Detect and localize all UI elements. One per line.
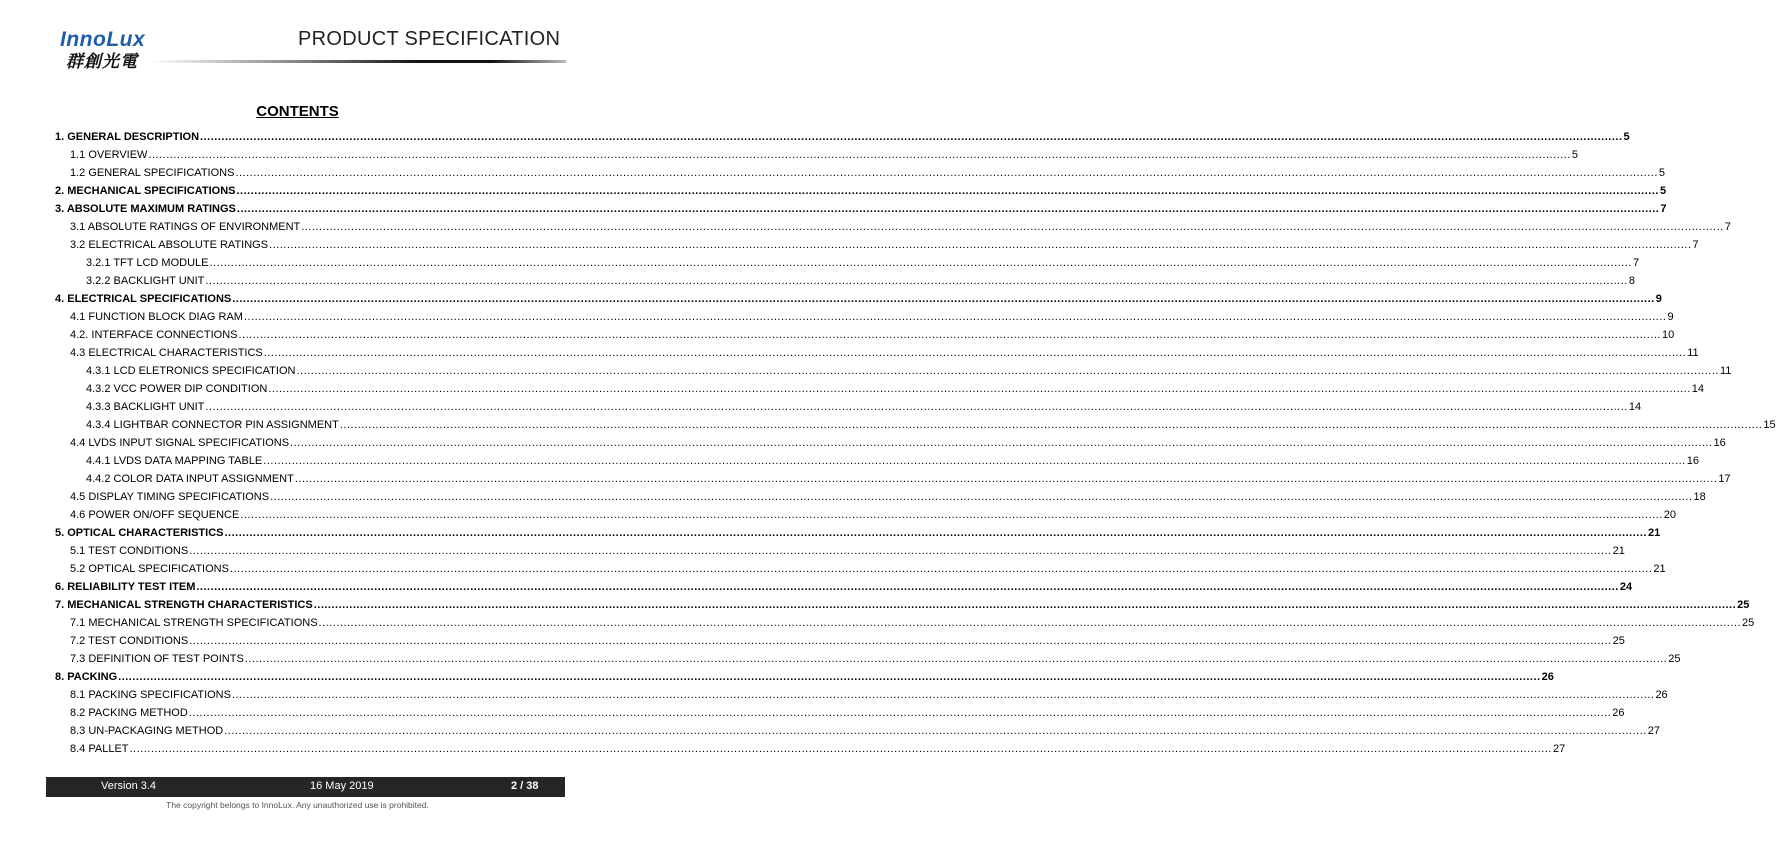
- toc-dot-leader: ................................................................................................................................................................................................................................................................................................................................................................................................................: [296, 365, 1719, 377]
- toc-entry[interactable]: [55, 509, 1677, 527]
- toc-entry-page: 5: [1623, 131, 1630, 143]
- toc-entry-page: 16: [1713, 437, 1726, 449]
- toc-entry[interactable]: [55, 131, 1630, 149]
- toc-dot-leader: ................................................................................................................................................................................................................................................................................................................................................................................................................: [118, 671, 1541, 683]
- toc-entry-page: 7: [1692, 239, 1699, 251]
- toc-entry-label: 1. GENERAL DESCRIPTION: [55, 131, 200, 143]
- toc-entry[interactable]: [55, 743, 1566, 761]
- toc-entry-label: 8. PACKING: [55, 671, 118, 683]
- toc-dot-leader: ................................................................................................................................................................................................................................................................................................................................................................................................................: [236, 203, 1660, 215]
- contents-heading: CONTENTS: [256, 103, 339, 120]
- toc-dot-leader: ................................................................................................................................................................................................................................................................................................................................................................................................................: [294, 473, 1718, 485]
- toc-entry-label: 7. MECHANICAL STRENGTH CHARACTERISTICS: [55, 599, 313, 611]
- toc-entry[interactable]: [55, 401, 1642, 419]
- toc-entry-page: 17: [1718, 473, 1731, 485]
- footer-bar: [46, 777, 565, 797]
- toc-entry-page: 14: [1628, 401, 1642, 413]
- toc-entry-page: 5: [1658, 167, 1666, 179]
- toc-dot-leader: ................................................................................................................................................................................................................................................................................................................................................................................................................: [301, 221, 1724, 233]
- toc-entry-label: 5.2 OPTICAL SPECIFICATIONS: [70, 563, 229, 575]
- toc-entry-label: 3. ABSOLUTE MAXIMUM RATINGS: [55, 203, 236, 215]
- toc-dot-leader: ................................................................................................................................................................................................................................................................................................................................................................................................................: [263, 347, 1687, 359]
- toc-entry-label: 4.4.2 COLOR DATA INPUT ASSIGNMENT: [86, 473, 294, 485]
- toc-entry[interactable]: [55, 275, 1635, 293]
- toc-entry[interactable]: [55, 491, 1706, 509]
- toc-entry[interactable]: [55, 473, 1731, 491]
- toc-entry-label: 4.1 FUNCTION BLOCK DIAG RAM: [70, 311, 243, 323]
- toc-entry[interactable]: [55, 239, 1699, 257]
- toc-entry[interactable]: [55, 527, 1661, 545]
- toc-dot-leader: ................................................................................................................................................................................................................................................................................................................................................................................................................: [129, 743, 1552, 755]
- logo-wordmark: InnoLux: [60, 28, 146, 51]
- toc-dot-leader: ................................................................................................................................................................................................................................................................................................................................................................................................................: [270, 491, 1693, 503]
- toc-entry-label: 2. MECHANICAL SPECIFICATIONS: [55, 185, 236, 197]
- toc-entry[interactable]: [55, 599, 1750, 617]
- toc-entry[interactable]: [55, 635, 1625, 653]
- toc-entry-page: 8: [1628, 275, 1635, 287]
- toc-entry-label: 5. OPTICAL CHARACTERISTICS: [55, 527, 224, 539]
- toc-entry-label: 3.2.1 TFT LCD MODULE: [86, 257, 209, 269]
- toc-entry-label: 4.3.2 VCC POWER DIP CONDITION: [86, 383, 268, 395]
- toc-dot-leader: ................................................................................................................................................................................................................................................................................................................................................................................................................: [313, 599, 1737, 611]
- toc-entry-page: 27: [1552, 743, 1566, 755]
- toc-entry-label: 4.2. INTERFACE CONNECTIONS: [70, 329, 238, 341]
- toc-entry[interactable]: [55, 563, 1666, 581]
- toc-entry-label: 8.2 PACKING METHOD: [70, 707, 188, 719]
- toc-entry-page: 25: [1737, 599, 1750, 611]
- toc-entry-page: 26: [1612, 707, 1625, 719]
- toc-dot-leader: ................................................................................................................................................................................................................................................................................................................................................................................................................: [290, 437, 1713, 449]
- toc-dot-leader: ................................................................................................................................................................................................................................................................................................................................................................................................................: [240, 509, 1663, 521]
- toc-entry-page: 26: [1655, 689, 1668, 701]
- innolux-logo: [60, 28, 160, 72]
- toc-entry[interactable]: [55, 185, 1667, 203]
- toc-entry[interactable]: [55, 293, 1662, 311]
- toc-entry-label: 4.4.1 LVDS DATA MAPPING TABLE: [86, 455, 263, 467]
- toc-entry-page: 9: [1655, 293, 1662, 305]
- toc-entry-page: 21: [1653, 563, 1666, 575]
- header-divider: [150, 60, 566, 63]
- toc-entry-page: 21: [1647, 527, 1661, 539]
- toc-entry-page: 10: [1661, 329, 1675, 341]
- toc-entry-label: 3.2 ELECTRICAL ABSOLUTE RATINGS: [70, 239, 269, 251]
- toc-entry-page: 20: [1663, 509, 1677, 521]
- toc-entry-page: 27: [1647, 725, 1660, 737]
- toc-entry-label: 4.3 ELECTRICAL CHARACTERISTICS: [70, 347, 263, 359]
- toc-dot-leader: ................................................................................................................................................................................................................................................................................................................................................................................................................: [205, 275, 1628, 287]
- toc-entry-label: 8.4 PALLET: [70, 743, 129, 755]
- toc-entry[interactable]: [55, 689, 1668, 707]
- toc-entry[interactable]: [55, 149, 1579, 167]
- toc-entry[interactable]: [55, 437, 1726, 455]
- toc-entry-label: 7.3 DEFINITION OF TEST POINTS: [70, 653, 244, 665]
- toc-dot-leader: ................................................................................................................................................................................................................................................................................................................................................................................................................: [148, 149, 1571, 161]
- toc-entry[interactable]: [55, 257, 1640, 275]
- toc-dot-leader: ................................................................................................................................................................................................................................................................................................................................................................................................................: [268, 383, 1691, 395]
- toc-entry-label: 7.2 TEST CONDITIONS: [70, 635, 189, 647]
- toc-entry[interactable]: [55, 707, 1625, 725]
- toc-entry-page: 5: [1659, 185, 1667, 197]
- toc-entry-page: 7: [1724, 221, 1731, 233]
- toc-entry-label: 4.3.4 LIGHTBAR CONNECTOR PIN ASSIGNMENT: [86, 419, 339, 431]
- toc-dot-leader: ................................................................................................................................................................................................................................................................................................................................................................................................................: [243, 311, 1667, 323]
- toc-entry-page: 24: [1619, 581, 1633, 593]
- toc-dot-leader: ................................................................................................................................................................................................................................................................................................................................................................................................................: [224, 725, 1647, 737]
- toc-entry[interactable]: [55, 221, 1731, 239]
- toc-entry[interactable]: [55, 365, 1732, 383]
- toc-entry[interactable]: [55, 167, 1666, 185]
- toc-dot-leader: ................................................................................................................................................................................................................................................................................................................................................................................................................: [196, 581, 1619, 593]
- toc-entry-label: 5.1 TEST CONDITIONS: [70, 545, 189, 557]
- toc-dot-leader: ................................................................................................................................................................................................................................................................................................................................................................................................................: [318, 617, 1742, 629]
- toc-dot-leader: ................................................................................................................................................................................................................................................................................................................................................................................................................: [232, 293, 1655, 305]
- toc-entry-label: 1.1 OVERVIEW: [70, 149, 148, 161]
- toc-entry-page: 25: [1612, 635, 1625, 647]
- toc-entry[interactable]: [55, 617, 1755, 635]
- toc-dot-leader: ................................................................................................................................................................................................................................................................................................................................................................................................................: [236, 185, 1659, 197]
- toc-entry-page: 26: [1541, 671, 1554, 683]
- toc-dot-leader: ................................................................................................................................................................................................................................................................................................................................................................................................................: [188, 707, 1612, 719]
- toc-dot-leader: ................................................................................................................................................................................................................................................................................................................................................................................................................: [231, 689, 1655, 701]
- toc-entry[interactable]: [55, 725, 1660, 743]
- toc-entry-label: 8.3 UN-PACKAGING METHOD: [70, 725, 224, 737]
- document-title: PRODUCT SPECIFICATION: [298, 28, 561, 50]
- toc-entry-page: 14: [1691, 383, 1705, 395]
- footer-page-number: 2 / 38: [511, 780, 539, 792]
- toc-dot-leader: ................................................................................................................................................................................................................................................................................................................................................................................................................: [200, 131, 1623, 143]
- toc-dot-leader: ................................................................................................................................................................................................................................................................................................................................................................................................................: [269, 239, 1692, 251]
- toc-entry-label: 8.1 PACKING SPECIFICATIONS: [70, 689, 231, 701]
- toc-dot-leader: ................................................................................................................................................................................................................................................................................................................................................................................................................: [263, 455, 1686, 467]
- toc-entry-label: 4. ELECTRICAL SPECIFICATIONS: [55, 293, 232, 305]
- toc-entry-label: 6. RELIABILITY TEST ITEM: [55, 581, 196, 593]
- toc-entry-label: 4.3.3 BACKLIGHT UNIT: [86, 401, 205, 413]
- toc-dot-leader: ................................................................................................................................................................................................................................................................................................................................................................................................................: [238, 329, 1661, 341]
- toc-dot-leader: ................................................................................................................................................................................................................................................................................................................................................................................................................: [209, 257, 1632, 269]
- toc-entry-page: 11: [1687, 347, 1699, 359]
- toc-entry-label: 3.2.2 BACKLIGHT UNIT: [86, 275, 205, 287]
- toc-entry[interactable]: [55, 419, 1776, 437]
- footer-version: Version 3.4: [101, 780, 157, 792]
- table-of-contents: [55, 131, 1776, 761]
- toc-entry-page: 25: [1742, 617, 1755, 629]
- toc-entry-page: 25: [1668, 653, 1681, 665]
- toc-entry[interactable]: [55, 203, 1667, 221]
- toc-dot-leader: ................................................................................................................................................................................................................................................................................................................................................................................................................: [224, 527, 1647, 539]
- toc-entry-page: 5: [1571, 149, 1579, 161]
- toc-entry[interactable]: [55, 653, 1681, 671]
- toc-dot-leader: ................................................................................................................................................................................................................................................................................................................................................................................................................: [189, 545, 1612, 557]
- toc-entry-page: 7: [1660, 203, 1667, 215]
- toc-entry-page: 7: [1632, 257, 1640, 269]
- toc-entry-label: 4.6 POWER ON/OFF SEQUENCE: [70, 509, 240, 521]
- toc-entry-page: 11: [1719, 365, 1732, 377]
- toc-entry-label: 4.5 DISPLAY TIMING SPECIFICATIONS: [70, 491, 270, 503]
- toc-entry-label: 4.3.1 LCD ELETRONICS SPECIFICATION: [86, 365, 296, 377]
- toc-entry-page: 15: [1763, 419, 1776, 431]
- toc-dot-leader: ................................................................................................................................................................................................................................................................................................................................................................................................................: [339, 419, 1763, 431]
- toc-entry[interactable]: [55, 455, 1699, 473]
- toc-entry-page: 18: [1693, 491, 1706, 503]
- toc-entry[interactable]: [55, 347, 1699, 365]
- toc-entry[interactable]: [55, 329, 1675, 347]
- logo-chinese-wordmark: 群創光電: [66, 52, 138, 72]
- toc-dot-leader: ................................................................................................................................................................................................................................................................................................................................................................................................................: [229, 563, 1653, 575]
- copyright-notice: The copyright belongs to InnoLux. Any unauthorized use is prohibited.: [166, 800, 429, 810]
- toc-dot-leader: ................................................................................................................................................................................................................................................................................................................................................................................................................: [244, 653, 1668, 665]
- toc-entry[interactable]: [55, 545, 1625, 563]
- toc-entry[interactable]: [55, 581, 1633, 599]
- toc-dot-leader: ................................................................................................................................................................................................................................................................................................................................................................................................................: [235, 167, 1658, 179]
- toc-entry-label: 1.2 GENERAL SPECIFICATIONS: [70, 167, 235, 179]
- toc-entry-label: 4.4 LVDS INPUT SIGNAL SPECIFICATIONS: [70, 437, 290, 449]
- toc-entry-label: 7.1 MECHANICAL STRENGTH SPECIFICATIONS: [70, 617, 318, 629]
- footer-date: 16 May 2019: [310, 780, 374, 792]
- toc-dot-leader: ................................................................................................................................................................................................................................................................................................................................................................................................................: [189, 635, 1612, 647]
- toc-entry-page: 21: [1612, 545, 1625, 557]
- toc-entry[interactable]: [55, 671, 1554, 689]
- toc-dot-leader: ................................................................................................................................................................................................................................................................................................................................................................................................................: [205, 401, 1628, 413]
- toc-entry[interactable]: [55, 383, 1705, 401]
- toc-entry[interactable]: [55, 311, 1674, 329]
- toc-entry-page: 16: [1686, 455, 1699, 467]
- toc-entry-page: 9: [1667, 311, 1674, 323]
- toc-entry-label: 3.1 ABSOLUTE RATINGS OF ENVIRONMENT: [70, 221, 301, 233]
